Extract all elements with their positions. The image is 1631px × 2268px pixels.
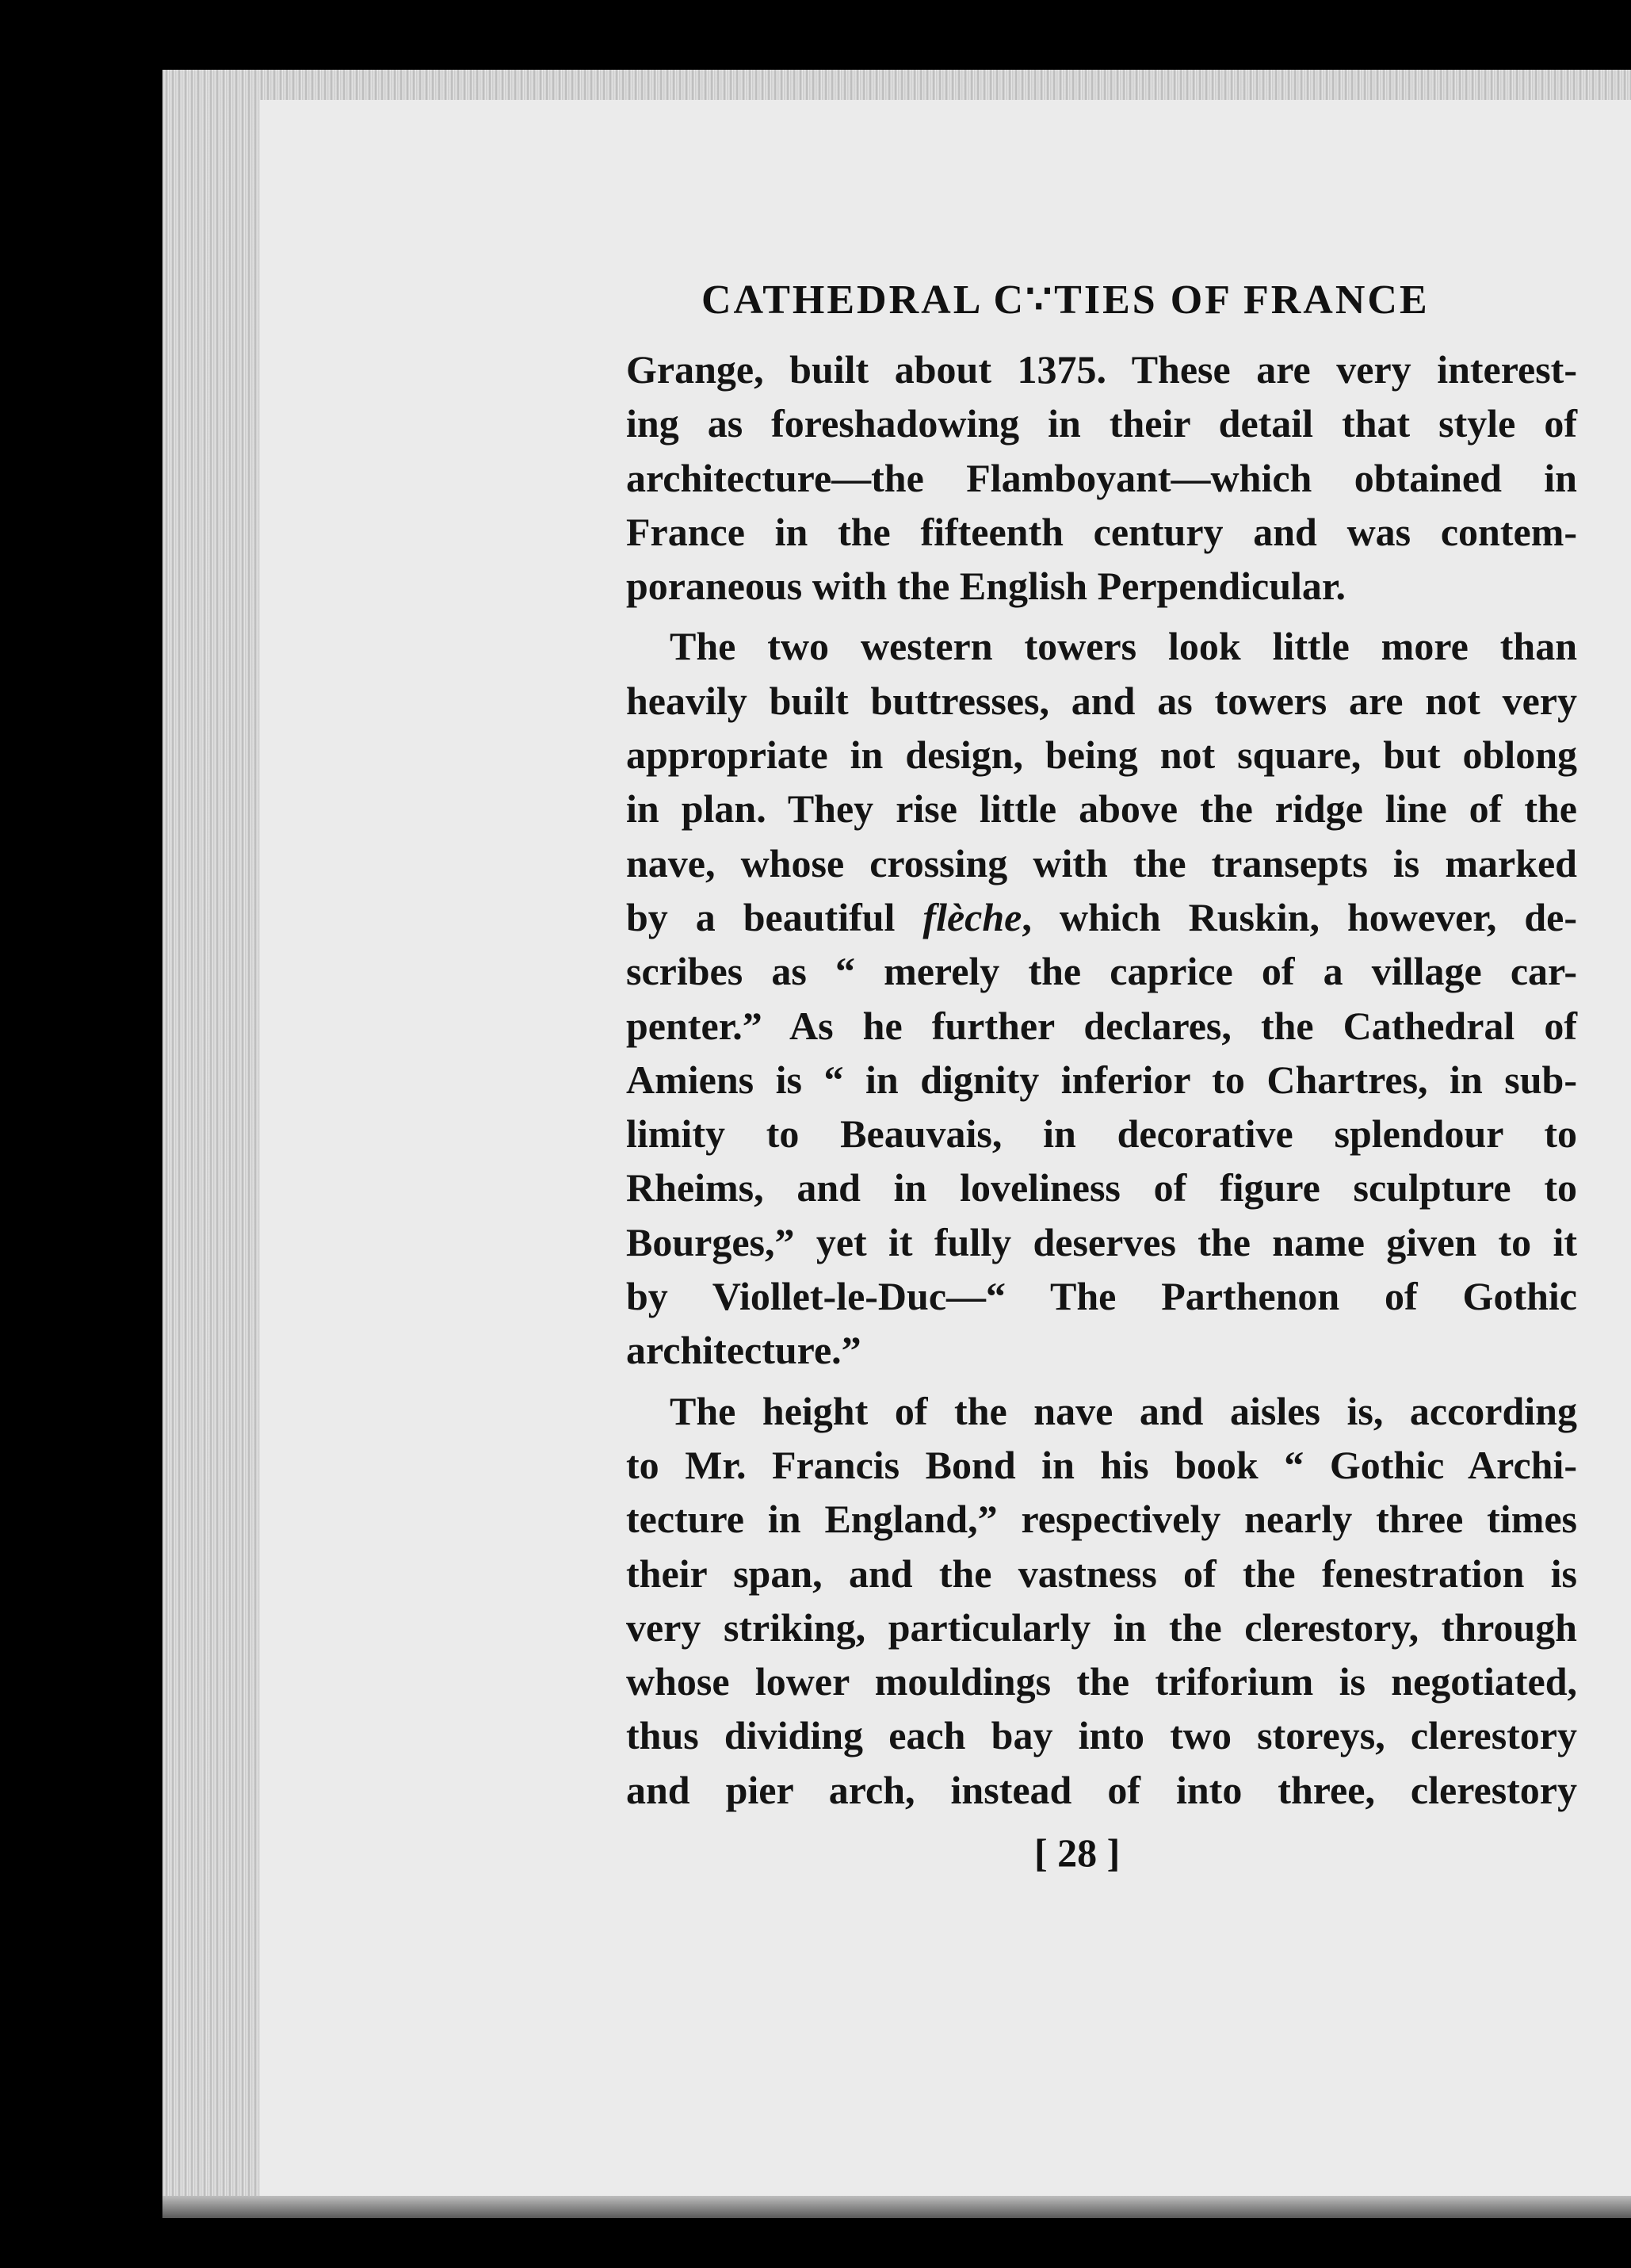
- text-line: limity to Beauvais, in decorative splendour to: [626, 1111, 1577, 1157]
- paragraph: [626, 619, 1577, 1377]
- text-line: by Viollet-le-Duc—“ The Parthenon of Gothic: [626, 1274, 1577, 1319]
- body-text: [626, 342, 1577, 1817]
- paragraph-gap: [626, 613, 1577, 619]
- text-line: in plan. They rise little above the ridge line of the: [626, 786, 1577, 832]
- text-line: whose lower mouldings the triforium is negotiated,: [626, 1659, 1577, 1704]
- text-line: France in the fifteenth century and was contem-: [626, 509, 1577, 554]
- text-line: scribes as “ merely the caprice of a village car-: [626, 949, 1577, 994]
- text-line: very striking, particularly in the clerestory, through: [626, 1604, 1577, 1650]
- text-line: their span, and the vastness of the fenestration is: [626, 1551, 1577, 1596]
- text-line: architecture.”: [626, 1328, 861, 1373]
- text-line: The two western towers look little more than: [670, 624, 1577, 669]
- paragraph: [626, 342, 1577, 613]
- text-line: heavily built buttresses, and as towers are not very: [626, 678, 1577, 723]
- paragraph: [626, 1384, 1577, 1817]
- running-head: CATHEDRAL C∵TIES OF FRANCE: [701, 277, 1430, 323]
- text-line: and pier arch, instead of into three, clerestory: [626, 1767, 1577, 1812]
- page-bottom-shadow: [162, 2196, 1631, 2218]
- text-line: The height of the nave and aisles is, according: [670, 1388, 1577, 1433]
- text-line: to Mr. Francis Bond in his book “ Gothic Archi-: [626, 1442, 1577, 1487]
- text-segment: , which Ruskin, however, de-: [1022, 894, 1577, 939]
- text-line: poraneous with the English Perpendicular.: [626, 564, 1346, 609]
- page-number: [ 28 ]: [1034, 1830, 1121, 1875]
- paragraph-gap: [626, 1378, 1577, 1384]
- text-line: appropriate in design, being not square, but oblong: [626, 732, 1577, 778]
- text-line: penter.” As he further declares, the Cathedral of: [626, 1003, 1577, 1048]
- text-line: ing as foreshadowing in their detail that style of: [626, 401, 1577, 446]
- text-line: Rheims, and in loveliness of figure sculpture to: [626, 1165, 1577, 1210]
- text-line: nave, whose crossing with the transepts is marked: [626, 840, 1577, 885]
- italic-word: flèche: [922, 894, 1022, 939]
- text-line: thus dividing each bay into two storeys, clerestory: [626, 1713, 1577, 1758]
- text-line-with-italic: [626, 890, 1577, 944]
- text-line: Amiens is “ in dignity inferior to Chartres, in sub-: [626, 1057, 1577, 1102]
- text-line: tecture in England,” respectively nearly three times: [626, 1497, 1577, 1542]
- text-line: Bourges,” yet it fully deserves the name given to it: [626, 1219, 1577, 1264]
- text-segment: by a beautiful: [626, 894, 923, 939]
- text-line: Grange, built about 1375. These are very interest-: [626, 347, 1577, 392]
- text-line: architecture—the Flamboyant—which obtained in: [626, 455, 1577, 500]
